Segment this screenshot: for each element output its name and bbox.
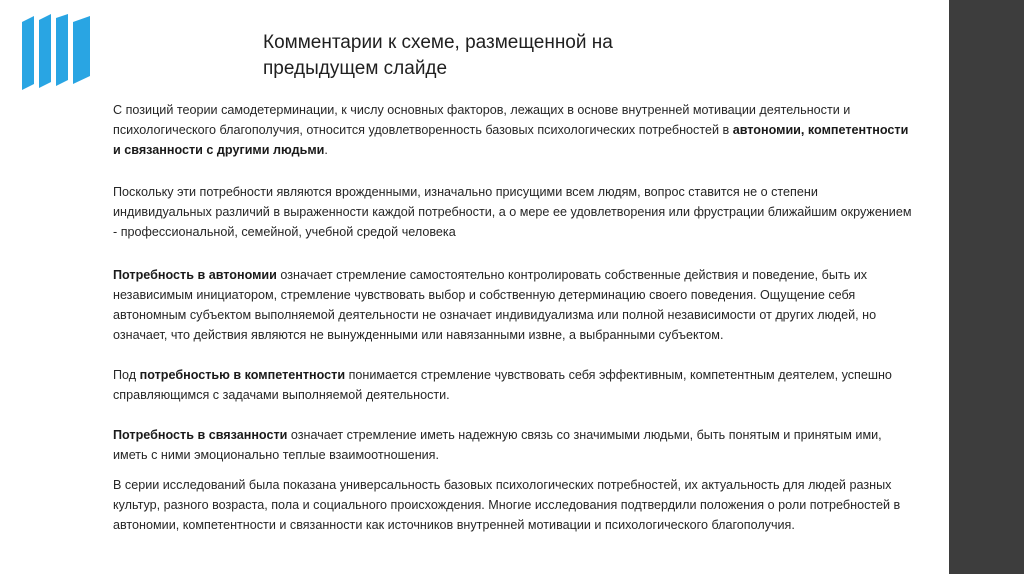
slide-title (263, 30, 783, 82)
paragraph-bold-text: потребностью в компетентности (139, 368, 346, 382)
logo-stripe-3 (56, 14, 68, 86)
slide-body (113, 100, 913, 535)
paragraph-text: Поскольку эти потребности являются врожденными, изначально присущими всем людям, вопрос ставится не о степени индивидуальных различий в выраженности каждой потребности, а о мере ее удовлетворения или фрустрации ближайшим окружением - профессиональной, семейной, учебной средой человека (113, 185, 912, 239)
paragraph-prefix: Под (113, 368, 140, 382)
logo-stripe-2 (39, 14, 51, 88)
paragraph-bold-text: Потребность в автономии (113, 268, 277, 282)
logo-stripe-1 (22, 16, 34, 90)
side-panel (949, 0, 1024, 574)
paragraph-bold-text: Потребность в связанности (113, 428, 288, 442)
paragraph-innate-needs (113, 182, 913, 242)
paragraph-text: означает стремление самостоятельно контролировать собственные действия и поведение, быть их независимым инициатором, стремление чувствовать выбор и собственную детерминацию своего поведения. Ощущение себя автономным субъектом выполняемой деятельности не означает индивидуализма или полной независимости от других людей, но означает, что действия являются не вынужденными или навязанными извне, а выбранными субъектом. (113, 268, 877, 342)
paragraph-research (113, 475, 913, 535)
paragraph-end: . (324, 143, 328, 157)
paragraph-text: понимается стремление чувствовать себя эффективным, компетентным деятелем, успешно справляющимся с задачами выполняемой деятельности. (113, 368, 892, 402)
stripes-logo-icon (20, 14, 92, 94)
paragraph-self-determination (113, 100, 913, 160)
paragraph-relatedness (113, 425, 913, 465)
slide-title-line-2: предыдущем слайде (263, 58, 448, 79)
paragraph-text: означает стремление иметь надежную связь со значимыми людьми, быть понятым и принятым ими, иметь с ними эмоционально теплые взаимоотношения. (113, 428, 882, 462)
paragraph-text: В серии исследований была показана универсальность базовых психологических потребностей, их актуальность для людей разных культур, разного возраста, пола и социального происхождения. Многие исследования подтвердили положения о роли потребностей в автономии, компетентности и связанности как источников внутренней мотивации и психологического благополучия. (113, 478, 901, 532)
paragraph-competence (113, 365, 913, 405)
logo-stripe-4 (73, 16, 90, 84)
paragraph-autonomy (113, 265, 913, 345)
paragraph-text: С позиций теории самодетерминации, к числу основных факторов, лежащих в основе внутренней мотивации деятельности и психологического благополучия, относится удовлетворенность базовых психологических потребностей в (113, 103, 851, 137)
paragraph-bold-text: автономии, компетентности и связанности с другими людьми (113, 123, 909, 157)
slide-title-line-1: Комментарии к схеме, размещенной на (263, 32, 613, 53)
